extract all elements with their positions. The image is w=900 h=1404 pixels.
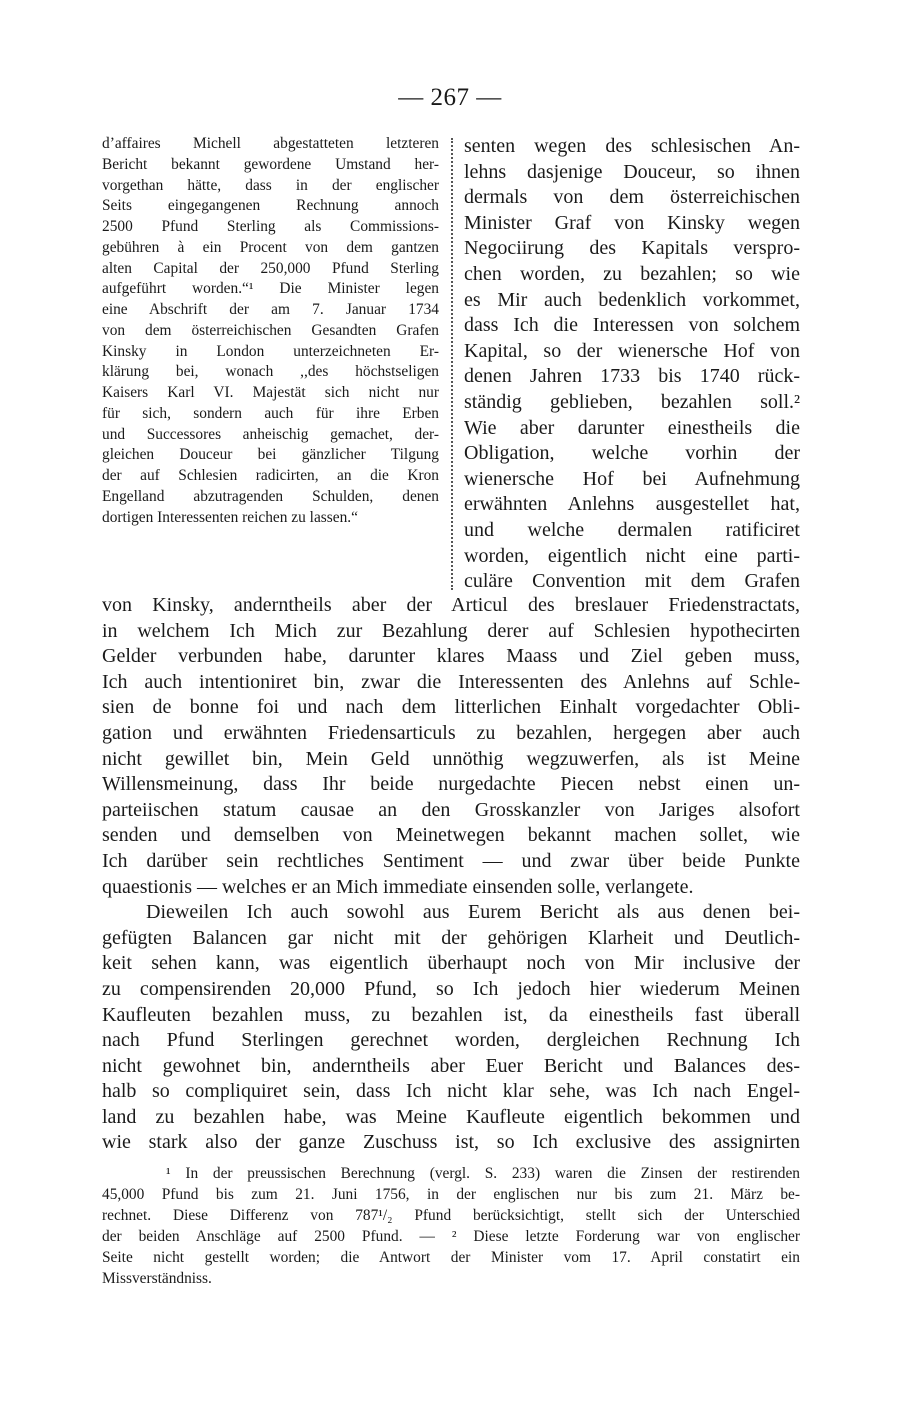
footnote-line: Seite nicht gestellt worden; die Antwort der Minister vom 17. April constatirt ein — [102, 1249, 800, 1267]
text-line: Wie aber darunter einestheils die — [464, 416, 800, 439]
text-line: Minister Graf von Kinsky wegen — [464, 211, 800, 234]
text-line: Obligation, welche vorhin der — [464, 442, 800, 465]
footnote-line: Missverständniss. — [102, 1270, 212, 1288]
text-line: alten Capital der 250,000 Pfund Sterling — [102, 259, 439, 277]
main-text — [102, 593, 800, 1156]
text-line: 2500 Pfund Sterling als Commissions- — [102, 218, 439, 235]
text-line: Ich auch intentioniret bin, zwar die Interessenten des Anlehns auf Schle- — [102, 670, 800, 693]
text-line: gation und erwähnten Friedensarticuls zu bezahlen, hergegen aber auch — [102, 721, 800, 744]
text-line: d’affaires Michell abgestatteten letzteren — [102, 135, 439, 152]
text-line: es Mir auch bedenklich vorkommet, — [464, 288, 800, 311]
text-line: eine Abschrift der am 7. Januar 1734 — [102, 301, 439, 318]
text-line: vorgethan hätte, dass in der englischer — [102, 176, 439, 194]
text-line: Kinsky in London unterzeichneten Er- — [102, 342, 439, 360]
right-column-text — [464, 134, 800, 595]
paragraph — [102, 593, 800, 900]
text-line: nicht gewohnet bin, anderntheils aber Euer Bericht und Balances des- — [102, 1054, 800, 1077]
text-line: gebühren à ein Procent von dem gantzen — [102, 238, 439, 256]
footnote-line: der beiden Anschläge auf 2500 Pfund. — ² Diese letzte Forderung war von englischer — [102, 1228, 800, 1246]
text-line: gleichen Douceur bei gänzlicher Tilgung — [102, 446, 439, 464]
text-line: keit sehen kann, was eigentlich überhaupt noch von Mir inclusive der — [102, 952, 800, 975]
text-line: land zu bezahlen habe, was Meine Kaufleute eigentlich bekommen und — [102, 1105, 800, 1128]
text-line: Willensmeinung, dass Ihr beide nurgedachte Piecen nebst einen un- — [102, 773, 800, 796]
text-line: senten wegen des schlesischen An- — [464, 135, 800, 157]
text-line: parteiischen statum causae an den Grosskanzler von Jariges alsofort — [102, 798, 800, 821]
footnote-line: 45,000 Pfund bis zum 21. Juni 1756, in der englischen nur bis zum 21. März be- — [102, 1186, 800, 1204]
text-line: halb so compliquiret sein, dass Ich nicht klar sehe, was Ich nach Engel- — [102, 1080, 800, 1103]
text-line: culäre Convention mit dem Grafen — [464, 570, 800, 593]
text-line: Kaisers Karl VI. Majestät sich nicht nur — [102, 384, 439, 401]
text-line: denen Jahren 1733 bis 1740 rück- — [464, 365, 800, 388]
text-line: Bericht bekannt gewordene Umstand her- — [102, 155, 439, 173]
text-line: Engelland abzutragenden Schulden, denen — [102, 487, 439, 505]
page-number: — 267 — — [398, 84, 502, 111]
text-line: erwähnten Anlehns ausgestellet hat, — [464, 493, 800, 516]
column-divider — [451, 138, 453, 590]
text-line: Kaufleuten bezahlen muss, zu bezahlen ist, da einestheils fast überall — [102, 1003, 800, 1026]
text-line: dermals von dem österreichischen — [464, 186, 800, 209]
text-line: von dem österreichischen Gesandten Grafen — [102, 321, 439, 339]
text-line: der auf Schlesien radicirten, an die Kron — [102, 467, 439, 484]
text-line: zu compensirenden 20,000 Pfund, so Ich jedoch hier wiederum Meinen — [102, 977, 800, 1000]
text-line: Kapital, so der wienersche Hof von — [464, 339, 800, 362]
text-line: Ich darüber sein rechtliches Sentiment — und zwar über beide Punkte — [102, 849, 800, 872]
text-line: in welchem Ich Mich zur Bezahlung derer auf Schlesien hypothecirten — [102, 619, 800, 642]
text-line: gefügten Balancen gar nicht mit der gehörigen Klarheit und Deutlich- — [102, 926, 800, 949]
footnote-line: ¹ In der preussischen Berechnung (vergl. S. 233) waren die Zinsen der restirenden — [166, 1165, 800, 1182]
text-line: von Kinsky, anderntheils aber der Articul des breslauer Friedenstractats, — [102, 594, 800, 616]
text-line: lehns dasjenige Douceur, so ihnen — [464, 160, 800, 183]
text-line: nach Pfund Sterlingen gerechnet worden, dergleichen Rechnung Ich — [102, 1029, 800, 1052]
footnote-line: rechnet. Diese Differenz von 787¹/₂ Pfund berücksichtigt, stellt sich der Unterschied — [102, 1207, 800, 1225]
text-line: klärung bei, wonach ,,des höchstseligen — [102, 363, 439, 381]
text-line: worden, eigentlich nicht eine parti- — [464, 544, 800, 567]
left-column-text — [102, 134, 439, 528]
text-line: dass Ich die Interessen von solchem — [464, 314, 800, 337]
text-line: wie stark also der ganze Zuschuss ist, so Ich exclusive des assignirten — [102, 1131, 800, 1154]
text-line: wienersche Hof bei Aufnehmung — [464, 467, 800, 490]
text-line: nicht gewillet bin, Mein Geld unnöthig wegzuwerfen, als ist Meine — [102, 747, 800, 770]
text-line: aufgeführt worden.“¹ Die Minister legen — [102, 280, 439, 298]
text-line: für sich, sondern auch für ihre Erben — [102, 404, 439, 422]
paragraph — [102, 900, 800, 1156]
text-line: und welche dermalen ratificiret — [464, 518, 800, 541]
text-line: Gelder verbunden habe, darunter klares Maass und Ziel geben muss, — [102, 645, 800, 668]
text-line: Seits eingegangenen Rechnung annoch — [102, 197, 439, 215]
text-line: Dieweilen Ich auch sowohl aus Eurem Bericht als aus denen bei- — [146, 901, 800, 924]
footnotes — [102, 1163, 800, 1290]
text-line: quaestionis — welches er an Mich immediate einsenden solle, verlangete. — [102, 875, 694, 898]
text-line: Negociirung des Kapitals verspro- — [464, 237, 800, 260]
text-line: senden und demselben von Meinetwegen bekannt machen sollet, wie — [102, 824, 800, 847]
text-line: chen worden, zu bezahlen; so wie — [464, 262, 800, 285]
text-line: sien de bonne foi und nach dem litterlichen Einhalt vorgedachter Obli- — [102, 696, 800, 719]
text-line: dortigen Interessenten reichen zu lassen.“ — [102, 508, 358, 526]
text-line: ständig geblieben, bezahlen soll.² — [464, 390, 800, 413]
text-line: und Successores anheischig gemachet, der- — [102, 425, 439, 443]
